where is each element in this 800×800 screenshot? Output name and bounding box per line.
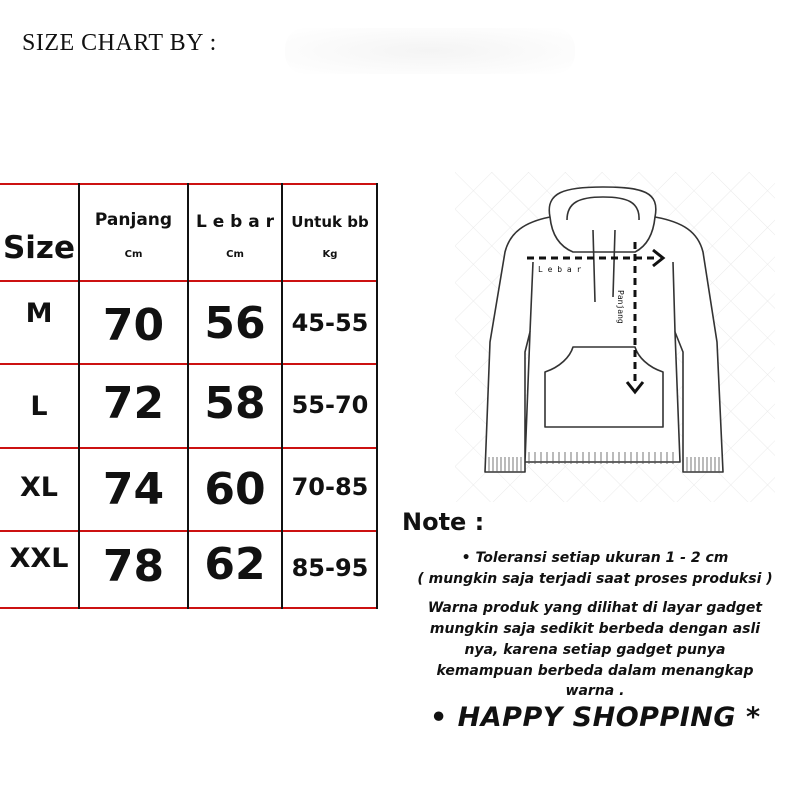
panjang-cell: 78	[102, 540, 165, 592]
table-divider	[0, 530, 378, 532]
size-cell: M	[25, 297, 53, 329]
table-divider	[0, 607, 378, 609]
note-line: warna .	[565, 683, 625, 699]
table-divider	[0, 447, 378, 449]
bb-cell: 70-85	[291, 473, 369, 501]
note-line: kemampuan berbeda dalam menangkap	[436, 663, 754, 679]
bb-cell: 45-55	[291, 309, 369, 337]
table-divider	[0, 363, 378, 365]
note-line: ( mungkin saja terjadi saat proses produksi )	[417, 571, 773, 587]
bb-cell: 55-70	[291, 391, 369, 419]
lebar-cell: 62	[204, 538, 266, 590]
note-line: mungkin saja sedikit berbeda dengan asli	[429, 621, 761, 637]
page-title: SIZE CHART BY :	[22, 30, 217, 56]
size-cell: XXL	[9, 542, 69, 574]
note-title: Note :	[402, 508, 485, 536]
lebar-cell: 60	[204, 463, 266, 515]
hoodie-diagram	[455, 172, 775, 512]
column-unit-panjang: Cm	[124, 248, 143, 260]
size-cell: L	[30, 390, 48, 422]
lebar-cell: 56	[204, 297, 266, 349]
note-line: nya, karena setiap gadget punya	[464, 642, 726, 658]
blurred-brand-name	[285, 28, 575, 74]
lebar-label: L e b a r	[538, 265, 582, 274]
table-divider	[0, 183, 378, 185]
note-line: Warna produk yang dilihat di layar gadget	[427, 600, 763, 616]
size-cell: XL	[19, 471, 59, 503]
panjang-cell: 74	[102, 463, 165, 515]
column-header-lebar: L e b a r	[195, 212, 275, 232]
bb-cell: 85-95	[291, 554, 369, 582]
column-header-bb: Untuk bb	[291, 213, 369, 231]
column-unit-bb: Kg	[322, 248, 338, 260]
panjang-label: Panjang	[616, 290, 625, 324]
table-divider	[0, 280, 378, 282]
note-line: • Toleransi setiap ukuran 1 - 2 cm	[461, 550, 729, 566]
panjang-cell: 70	[102, 299, 165, 351]
lebar-cell: 58	[204, 377, 266, 429]
size-chart-table	[0, 183, 378, 609]
column-unit-lebar: Cm	[226, 248, 244, 260]
happy-shopping-text: • HAPPY SHOPPING *	[430, 702, 761, 733]
size-header: Size	[2, 230, 76, 266]
column-header-panjang: Panjang	[94, 210, 173, 230]
panjang-cell: 72	[102, 377, 165, 429]
